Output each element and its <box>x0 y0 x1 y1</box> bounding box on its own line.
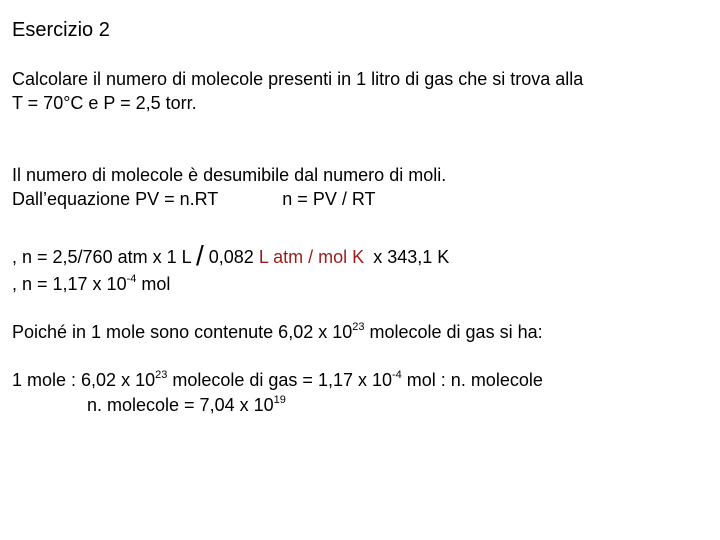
avogadro-text-b: molecole di gas si ha: <box>369 322 543 342</box>
calculation-line-2 <box>12 273 170 295</box>
equation-pv-nrt: Dall’equazione PV = n.RT <box>12 189 219 209</box>
equation-n: n = PV / RT <box>282 189 376 209</box>
avogadro-text-a: Poiché in 1 mole sono contenute 6,02 x 10 <box>12 322 353 342</box>
calculation-line-1 <box>12 240 450 271</box>
division-slash: / <box>195 240 204 271</box>
moles-result-unit: mol <box>141 274 171 294</box>
reasoning-line-2 <box>12 188 376 210</box>
avogadro-statement <box>12 321 543 343</box>
result-text: n. molecole = 7,04 x 10 <box>87 395 274 415</box>
result-exponent: 19 <box>273 393 286 406</box>
proportion-exponent-2: -4 <box>392 368 402 381</box>
reasoning-line-1: Il numero di molecole è desumibile dal numero di moli. <box>12 165 447 185</box>
result-line <box>12 394 286 416</box>
moles-result-mantissa: , n = 1,17 x 10 <box>12 274 127 294</box>
avogadro-exponent: 23 <box>352 320 365 333</box>
proportion-text-a: 1 mole : 6,02 x 10 <box>12 370 156 390</box>
moles-result-exponent: -4 <box>126 272 137 285</box>
problem-statement-line-2: T = 70°C e P = 2,5 torr. <box>12 93 197 113</box>
exercise-title: Esercizio 2 <box>12 19 110 41</box>
temperature-term: x 343,1 K <box>373 247 450 267</box>
problem-statement-line-1: Calcolare il numero di molecole presenti in 1 litro di gas che si trova alla <box>12 69 584 89</box>
proportion-text-c: mol : n. molecole <box>406 370 543 390</box>
proportion-text-b: molecole di gas = 1,17 x 10 <box>172 370 392 390</box>
calc-n-expression: , n = 2,5/760 atm x 1 L <box>12 247 191 267</box>
gas-constant-units: L atm / mol K <box>258 247 365 267</box>
proportion-line <box>12 369 543 391</box>
proportion-exponent-1: 23 <box>155 368 168 381</box>
gas-constant-value: 0,082 <box>208 247 254 267</box>
